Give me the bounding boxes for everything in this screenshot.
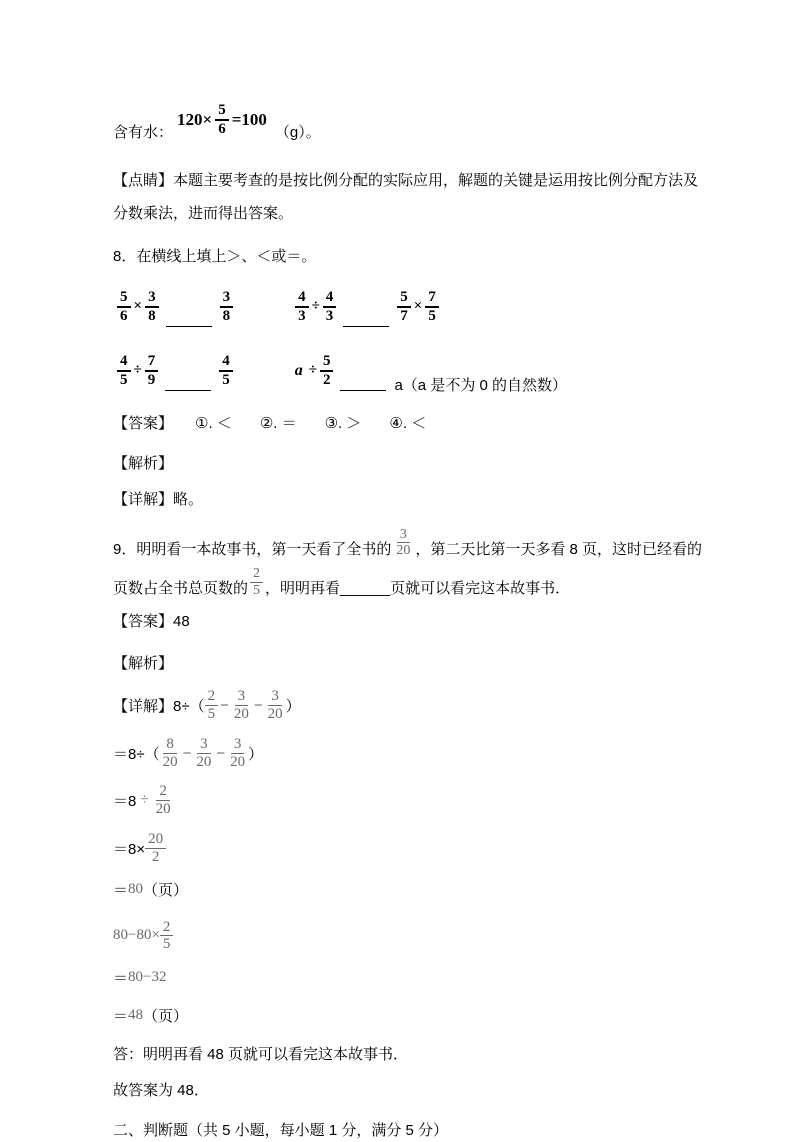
step-text: 【详解】8÷（ bbox=[113, 698, 205, 716]
divide-operator: ÷ bbox=[133, 362, 142, 379]
step-value: 80−32 bbox=[128, 968, 167, 985]
water-prefix-text: 含有水： bbox=[113, 123, 174, 141]
step-text: ＝8 bbox=[113, 793, 137, 811]
step-text: （页） bbox=[143, 1007, 189, 1025]
step-text: （页） bbox=[143, 882, 189, 900]
solution-step-6 bbox=[113, 919, 704, 954]
minus-operator: − bbox=[253, 697, 263, 715]
step-value: 48 bbox=[128, 1006, 144, 1023]
fraction: $\frac{4}{5}$ bbox=[117, 353, 131, 389]
variable-a: a bbox=[294, 361, 303, 379]
minus-operator: − bbox=[220, 697, 229, 715]
fraction: $\frac{8}{20}$ bbox=[162, 735, 178, 770]
fraction: $\frac{3}{20}$ bbox=[267, 688, 283, 723]
blank-line bbox=[343, 325, 389, 327]
fraction: $\frac{5}{2}$ bbox=[320, 353, 334, 389]
fraction: $\frac{5}{7}$ bbox=[397, 289, 411, 325]
water-formula bbox=[177, 102, 267, 138]
fraction: $\frac{2}{20}$ bbox=[155, 783, 171, 818]
solution-step-8 bbox=[113, 1004, 704, 1026]
question-9-text: ，第二天比第一天多看 8 页，这时已经看的 bbox=[415, 540, 703, 558]
step-text: ＝8× bbox=[113, 840, 146, 858]
fraction: $\frac{4}{3}$ bbox=[323, 289, 337, 325]
divide-operator: ÷ bbox=[140, 792, 149, 809]
row-tail-text: a（a 是不为 0 的自然数） bbox=[394, 376, 567, 394]
comparison-row-1 bbox=[113, 282, 704, 332]
step-text: ） bbox=[285, 698, 301, 716]
divide-operator: ÷ bbox=[308, 362, 317, 379]
fraction: $\frac{3}{8}$ bbox=[145, 289, 159, 325]
step-text: ＝ bbox=[113, 882, 129, 900]
solution-step-5 bbox=[113, 879, 704, 901]
step-text: 80−80× bbox=[113, 927, 160, 944]
solution-step-3 bbox=[113, 783, 704, 818]
formula-lead: 120× bbox=[177, 109, 213, 129]
step-value: 80 bbox=[128, 881, 144, 898]
question-9-text: 9．明明看一本故事书，第一天看了全书的 bbox=[113, 540, 392, 558]
fraction: $\frac{7}{9}$ bbox=[145, 353, 159, 389]
multiply-operator: × bbox=[413, 298, 423, 315]
solution-step-4 bbox=[113, 831, 704, 866]
water-content-line bbox=[113, 102, 704, 142]
fraction: $\frac{2}{5}$ bbox=[205, 688, 219, 723]
step-text: ＝ bbox=[113, 969, 129, 987]
fraction: $\frac{3}{20}$ bbox=[230, 735, 246, 770]
minus-operator: − bbox=[216, 744, 226, 762]
question-9-text: 页数占全书总页数的 bbox=[113, 580, 249, 598]
answer-label: 【答案】 bbox=[113, 414, 174, 432]
fraction: $\frac{20}{2}$ bbox=[145, 831, 166, 866]
fraction: $\frac{3}{8}$ bbox=[220, 289, 234, 325]
fraction: $\frac{3}{20}$ bbox=[196, 735, 212, 770]
question-9-text: ，明明再看______页就可以看完这本故事书． bbox=[265, 580, 571, 598]
analysis-label: 【解析】 bbox=[113, 454, 174, 472]
step-text: ＝8÷（ bbox=[113, 745, 160, 763]
fraction: $\frac{7}{5}$ bbox=[425, 289, 439, 325]
solution-step-7 bbox=[113, 966, 704, 988]
step-text: ＝ bbox=[113, 1007, 129, 1025]
note-line-2: 分数乘法，进而得出答案。 bbox=[113, 204, 294, 222]
note-line-1: 【点睛】本题主要考查的是按比例分配的实际应用，解题的关键是运用按比例分配方法及 bbox=[113, 171, 699, 189]
fraction: $\frac{2}{5}$ bbox=[160, 919, 174, 954]
answer-item-3: ③. ＞ bbox=[324, 414, 362, 432]
solution-step-2 bbox=[113, 736, 704, 771]
question-8-answer-line bbox=[113, 412, 704, 433]
question-9-line-2 bbox=[113, 566, 704, 599]
comparison-row-2 bbox=[113, 346, 704, 396]
answer-item-4: ④. ＜ bbox=[389, 414, 427, 432]
fraction: $\frac{3}{20}$ bbox=[233, 688, 249, 723]
analysis-label: 【解析】 bbox=[113, 655, 174, 673]
fraction: $\frac{2}{5}$ bbox=[250, 566, 263, 598]
question-8-title: 8．在横线上填上＞、＜或＝。 bbox=[113, 247, 317, 265]
divide-operator: ÷ bbox=[311, 298, 320, 315]
fraction: $\frac{5}{6}$ bbox=[117, 289, 131, 325]
fraction: $\frac{4}{5}$ bbox=[219, 353, 233, 389]
minus-operator: − bbox=[182, 744, 192, 762]
fraction: $\frac{5}{6}$ bbox=[215, 102, 229, 138]
final-answer-line: 故答案为 48． bbox=[113, 1082, 209, 1100]
blank-line bbox=[340, 389, 386, 391]
blank-line bbox=[165, 389, 211, 391]
multiply-operator: × bbox=[133, 298, 143, 315]
unit-text: （g）。 bbox=[274, 123, 321, 141]
blank-line bbox=[166, 325, 212, 327]
conclusion-line: 答：明明再看 48 页就可以看完这本故事书． bbox=[113, 1046, 409, 1064]
fraction: $\frac{4}{3}$ bbox=[295, 289, 309, 325]
answer-item-2: ②. ＝ bbox=[259, 414, 297, 432]
answer-item-1: ①. ＜ bbox=[195, 414, 232, 432]
solution-step-1 bbox=[113, 688, 704, 723]
question-9-line-1 bbox=[113, 527, 704, 560]
question-9-answer: 【答案】48 bbox=[113, 613, 190, 631]
fraction: $\frac{3}{20}$ bbox=[396, 526, 411, 559]
formula-tail: =100 bbox=[231, 109, 267, 129]
detail-brief: 【详解】略。 bbox=[113, 490, 204, 508]
section-2-title: 二、判断题（共 5 小题，每小题 1 分，满分 5 分） bbox=[113, 1122, 449, 1140]
step-text: ） bbox=[248, 745, 264, 763]
